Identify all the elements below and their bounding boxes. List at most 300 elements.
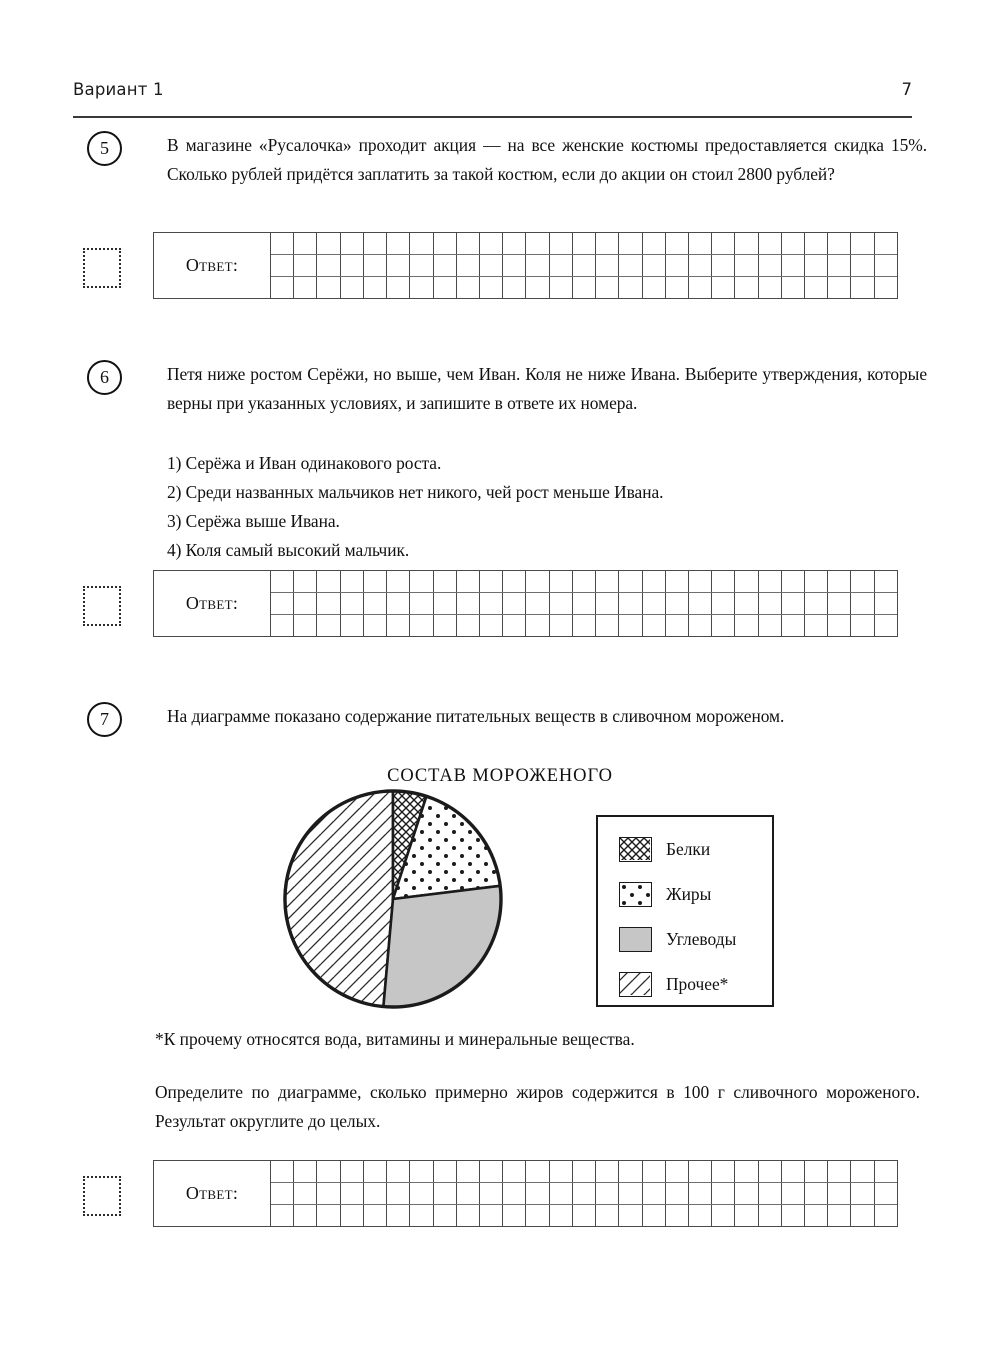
page-header: [73, 80, 912, 114]
answer-grid-cell[interactable]: [457, 593, 480, 614]
answer-grid-cell[interactable]: [526, 1161, 549, 1182]
answer-grid-cell[interactable]: [503, 233, 526, 254]
answer-grid-cell[interactable]: [828, 1161, 851, 1182]
answer-grid-cell[interactable]: [619, 1161, 642, 1182]
answer-grid-cell[interactable]: [828, 615, 851, 636]
answer-grid-cell[interactable]: [759, 255, 782, 276]
answer-grid-cell[interactable]: [782, 1161, 805, 1182]
task-6-number: 6: [87, 360, 122, 395]
answer-grid-cell[interactable]: [643, 233, 666, 254]
answer-grid-cell[interactable]: [689, 1161, 712, 1182]
answer-grid-cell[interactable]: [271, 615, 294, 636]
answer-grid-cell[interactable]: [735, 1205, 758, 1226]
answer-grid-cell[interactable]: [782, 1183, 805, 1204]
answer-grid-cell[interactable]: [689, 571, 712, 592]
answer-grid-cell[interactable]: [643, 1183, 666, 1204]
answer-grid-cell[interactable]: [712, 615, 735, 636]
answer-grid-cell[interactable]: [759, 615, 782, 636]
answer-grid-cell[interactable]: [294, 1183, 317, 1204]
answer-grid-cell[interactable]: [410, 255, 433, 276]
task-6-option-2: 2) Среди названных мальчиков нет никого, чей рост меньше Ивана.: [167, 482, 664, 502]
answer-grid-cell[interactable]: [503, 1183, 526, 1204]
answer-grid-cell[interactable]: [526, 255, 549, 276]
answer-grid-cell[interactable]: [480, 615, 503, 636]
answer-grid-cell[interactable]: [805, 1161, 828, 1182]
answer-grid-6[interactable]: [270, 571, 897, 636]
variant-title: Вариант 1: [73, 80, 164, 99]
answer-grid-cell[interactable]: [851, 1183, 874, 1204]
answer-grid-cell[interactable]: [619, 593, 642, 614]
answer-grid-cell[interactable]: [805, 571, 828, 592]
answer-grid-cell[interactable]: [666, 593, 689, 614]
answer-grid-cell[interactable]: [317, 233, 340, 254]
answer-grid-cell[interactable]: [596, 233, 619, 254]
answer-grid-cell[interactable]: [387, 255, 410, 276]
answer-grid-cell[interactable]: [503, 593, 526, 614]
answer-marker-box-6[interactable]: [83, 586, 121, 626]
answer-grid-cell[interactable]: [805, 277, 828, 298]
answer-grid-cell[interactable]: [735, 1183, 758, 1204]
answer-grid-cell[interactable]: [434, 277, 457, 298]
answer-box-5: [153, 232, 898, 299]
answer-grid-cell[interactable]: [271, 233, 294, 254]
answer-grid-cell[interactable]: [503, 1161, 526, 1182]
answer-grid-cell[interactable]: [387, 233, 410, 254]
legend-item-other: [619, 972, 728, 997]
page-number: 7: [901, 80, 912, 99]
answer-grid-cell[interactable]: [526, 277, 549, 298]
answer-grid-cell[interactable]: [341, 593, 364, 614]
answer-grid-cell[interactable]: [782, 233, 805, 254]
answer-grid-row: [271, 233, 897, 255]
answer-grid-cell[interactable]: [666, 255, 689, 276]
pie-slice-carbs: [383, 886, 501, 1007]
pie-chart-svg: [282, 788, 504, 1010]
legend-item-fats: [619, 882, 711, 907]
answer-grid-cell[interactable]: [782, 255, 805, 276]
answer-grid-cell[interactable]: [434, 233, 457, 254]
answer-grid-cell[interactable]: [271, 1161, 294, 1182]
task-7-question: Определите по диаграмме, сколько примерно жиров содержится в 100 г сливочного мороженого. Результат округлите до целых.: [155, 1082, 920, 1131]
answer-grid-cell[interactable]: [759, 233, 782, 254]
answer-label-7: Ответ:: [185, 1183, 239, 1203]
answer-grid-cell[interactable]: [364, 255, 387, 276]
answer-grid-cell[interactable]: [828, 233, 851, 254]
answer-grid-cell[interactable]: [712, 233, 735, 254]
answer-grid-cell[interactable]: [317, 277, 340, 298]
task-6-option-3: 3) Серёжа выше Ивана.: [167, 511, 340, 531]
answer-grid-cell[interactable]: [457, 615, 480, 636]
task-5-text: В магазине «Русалочка» проходит акция — на все женские костюмы предоставляется скидка 15%. Сколько рублей придётся заплатить за такой костюм, если до акции он стоил 2800 рублей?: [167, 135, 927, 184]
answer-grid-cell[interactable]: [735, 593, 758, 614]
answer-grid-cell[interactable]: [550, 571, 573, 592]
answer-grid-cell[interactable]: [619, 571, 642, 592]
answer-grid-cell[interactable]: [851, 255, 874, 276]
answer-grid-cell[interactable]: [875, 1205, 897, 1226]
answer-grid-cell[interactable]: [410, 571, 433, 592]
answer-grid-cell[interactable]: [550, 277, 573, 298]
answer-grid-cell[interactable]: [387, 571, 410, 592]
answer-grid-cell[interactable]: [851, 571, 874, 592]
answer-grid-cell[interactable]: [782, 615, 805, 636]
answer-grid-cell[interactable]: [503, 277, 526, 298]
answer-grid-cell[interactable]: [410, 615, 433, 636]
answer-grid-cell[interactable]: [271, 1183, 294, 1204]
task-5-number: 5: [87, 131, 122, 166]
answer-grid-cell[interactable]: [689, 255, 712, 276]
answer-grid-cell[interactable]: [666, 1161, 689, 1182]
answer-grid-cell[interactable]: [271, 255, 294, 276]
answer-grid-cell[interactable]: [805, 1183, 828, 1204]
answer-label-6: Ответ:: [185, 593, 239, 613]
answer-grid-cell[interactable]: [851, 233, 874, 254]
answer-grid-cell[interactable]: [666, 571, 689, 592]
answer-grid-cell[interactable]: [364, 233, 387, 254]
answer-label-5: Ответ:: [185, 255, 239, 275]
answer-grid-cell[interactable]: [457, 233, 480, 254]
answer-grid-5[interactable]: [270, 233, 897, 298]
answer-grid-cell[interactable]: [619, 1183, 642, 1204]
answer-grid-cell[interactable]: [410, 277, 433, 298]
answer-grid-cell[interactable]: [712, 593, 735, 614]
answer-grid-cell[interactable]: [619, 255, 642, 276]
answer-grid-cell[interactable]: [480, 1183, 503, 1204]
answer-grid-cell[interactable]: [573, 1161, 596, 1182]
answer-grid-cell[interactable]: [457, 1205, 480, 1226]
answer-grid-cell[interactable]: [434, 1183, 457, 1204]
answer-grid-cell[interactable]: [550, 1161, 573, 1182]
answer-grid-cell[interactable]: [294, 1161, 317, 1182]
answer-grid-cell[interactable]: [294, 233, 317, 254]
answer-grid-cell[interactable]: [712, 571, 735, 592]
answer-grid-cell[interactable]: [387, 1161, 410, 1182]
answer-grid-cell[interactable]: [364, 571, 387, 592]
answer-grid-cell[interactable]: [735, 277, 758, 298]
answer-grid-cell[interactable]: [317, 593, 340, 614]
answer-grid-cell[interactable]: [364, 615, 387, 636]
answer-grid-cell[interactable]: [596, 593, 619, 614]
answer-grid-cell[interactable]: [875, 593, 897, 614]
answer-grid-cell[interactable]: [480, 571, 503, 592]
answer-row-6: [0, 570, 1000, 640]
answer-grid-cell[interactable]: [434, 571, 457, 592]
answer-grid-cell[interactable]: [619, 615, 642, 636]
answer-grid-cell[interactable]: [712, 255, 735, 276]
answer-marker-box-5[interactable]: [83, 248, 121, 288]
answer-grid-cell[interactable]: [805, 233, 828, 254]
answer-grid-row: [271, 593, 897, 615]
answer-grid-cell[interactable]: [457, 277, 480, 298]
answer-grid-cell[interactable]: [364, 593, 387, 614]
answer-grid-cell[interactable]: [712, 1183, 735, 1204]
answer-grid-cell[interactable]: [410, 1205, 433, 1226]
task-7-text: На диаграмме показано содержание питательных веществ в сливочном мороженом.: [167, 706, 785, 726]
answer-grid-cell[interactable]: [410, 1183, 433, 1204]
chart-footnote: *К прочему относятся вода, витамины и минеральные вещества.: [155, 1029, 635, 1049]
answer-grid-cell[interactable]: [550, 233, 573, 254]
answer-grid-cell[interactable]: [666, 615, 689, 636]
answer-grid-cell[interactable]: [271, 593, 294, 614]
answer-grid-cell[interactable]: [596, 1205, 619, 1226]
legend-label-other: Прочее*: [666, 974, 729, 994]
answer-grid-cell[interactable]: [596, 277, 619, 298]
answer-grid-cell[interactable]: [387, 1183, 410, 1204]
answer-grid-cell[interactable]: [550, 255, 573, 276]
answer-grid-cell[interactable]: [526, 593, 549, 614]
answer-grid-cell[interactable]: [643, 255, 666, 276]
answer-grid-cell[interactable]: [317, 571, 340, 592]
answer-grid-row: [271, 615, 897, 636]
answer-grid-cell[interactable]: [735, 571, 758, 592]
chart-title: СОСТАВ МОРОЖЕНОГО: [387, 766, 613, 786]
chart-legend: [596, 815, 774, 1007]
answer-grid-cell[interactable]: [643, 593, 666, 614]
answer-grid-cell[interactable]: [666, 277, 689, 298]
answer-grid-cell[interactable]: [875, 571, 897, 592]
answer-grid-cell[interactable]: [596, 571, 619, 592]
answer-grid-cell[interactable]: [550, 1183, 573, 1204]
answer-grid-cell[interactable]: [434, 1161, 457, 1182]
answer-grid-cell[interactable]: [875, 233, 897, 254]
answer-grid-cell[interactable]: [341, 1205, 364, 1226]
answer-grid-cell[interactable]: [294, 593, 317, 614]
answer-grid-cell[interactable]: [573, 571, 596, 592]
answer-grid-cell[interactable]: [828, 1205, 851, 1226]
answer-row-7: [0, 1160, 1000, 1230]
answer-grid-cell[interactable]: [294, 255, 317, 276]
answer-grid-cell[interactable]: [759, 1205, 782, 1226]
answer-grid-cell[interactable]: [643, 615, 666, 636]
answer-grid-cell[interactable]: [782, 1205, 805, 1226]
answer-grid-cell[interactable]: [666, 1183, 689, 1204]
answer-grid-cell[interactable]: [735, 233, 758, 254]
answer-grid-cell[interactable]: [689, 593, 712, 614]
answer-box-7: [153, 1160, 898, 1227]
answer-grid-cell[interactable]: [410, 1161, 433, 1182]
answer-grid-cell[interactable]: [503, 1205, 526, 1226]
answer-grid-cell[interactable]: [526, 615, 549, 636]
answer-grid-cell[interactable]: [759, 277, 782, 298]
answer-marker-box-7[interactable]: [83, 1176, 121, 1216]
answer-grid-cell[interactable]: [271, 571, 294, 592]
legend-label-proteins: Белки: [666, 839, 711, 859]
answer-grid-cell[interactable]: [364, 1161, 387, 1182]
answer-grid-cell[interactable]: [294, 615, 317, 636]
legend-label-fats: Жиры: [666, 884, 712, 904]
answer-grid-cell[interactable]: [434, 615, 457, 636]
answer-grid-cell[interactable]: [851, 1161, 874, 1182]
answer-grid-cell[interactable]: [480, 233, 503, 254]
answer-grid-cell[interactable]: [503, 255, 526, 276]
answer-grid-cell[interactable]: [851, 277, 874, 298]
answer-grid-cell[interactable]: [294, 277, 317, 298]
answer-grid-cell[interactable]: [457, 571, 480, 592]
answer-grid-cell[interactable]: [782, 277, 805, 298]
answer-grid-row: [271, 1161, 897, 1183]
answer-grid-cell[interactable]: [596, 615, 619, 636]
answer-grid-cell[interactable]: [828, 277, 851, 298]
answer-grid-cell[interactable]: [317, 255, 340, 276]
answer-grid-cell[interactable]: [851, 593, 874, 614]
answer-grid-cell[interactable]: [712, 1161, 735, 1182]
answer-grid-cell[interactable]: [317, 1205, 340, 1226]
legend-item-carbs: [619, 927, 736, 952]
answer-grid-cell[interactable]: [434, 255, 457, 276]
answer-grid-cell[interactable]: [294, 1205, 317, 1226]
answer-grid-cell[interactable]: [735, 615, 758, 636]
answer-grid-cell[interactable]: [689, 615, 712, 636]
answer-grid-cell[interactable]: [851, 615, 874, 636]
legend-swatch-carbs: [619, 927, 652, 952]
answer-grid-cell[interactable]: [875, 1183, 897, 1204]
answer-grid-7[interactable]: [270, 1161, 897, 1226]
answer-grid-cell[interactable]: [596, 1183, 619, 1204]
answer-grid-cell[interactable]: [875, 255, 897, 276]
answer-grid-cell[interactable]: [457, 1161, 480, 1182]
answer-grid-cell[interactable]: [643, 277, 666, 298]
answer-grid-cell[interactable]: [317, 615, 340, 636]
answer-grid-cell[interactable]: [643, 1161, 666, 1182]
answer-grid-cell[interactable]: [271, 1205, 294, 1226]
answer-grid-cell[interactable]: [689, 277, 712, 298]
answer-grid-cell[interactable]: [387, 1205, 410, 1226]
answer-grid-cell[interactable]: [480, 593, 503, 614]
legend-label-carbs: Углеводы: [666, 929, 737, 949]
answer-grid-cell[interactable]: [643, 571, 666, 592]
answer-grid-cell[interactable]: [828, 571, 851, 592]
answer-grid-cell[interactable]: [712, 277, 735, 298]
answer-grid-cell[interactable]: [805, 255, 828, 276]
answer-grid-cell[interactable]: [573, 1205, 596, 1226]
answer-grid-cell[interactable]: [341, 1183, 364, 1204]
answer-row-5: [0, 232, 1000, 302]
answer-grid-cell[interactable]: [735, 1161, 758, 1182]
answer-grid-cell[interactable]: [526, 1205, 549, 1226]
answer-grid-cell[interactable]: [480, 1205, 503, 1226]
answer-grid-cell[interactable]: [735, 255, 758, 276]
answer-grid-cell[interactable]: [759, 1183, 782, 1204]
answer-grid-cell[interactable]: [341, 615, 364, 636]
answer-grid-cell[interactable]: [364, 1205, 387, 1226]
answer-grid-cell[interactable]: [573, 615, 596, 636]
answer-grid-cell[interactable]: [550, 593, 573, 614]
answer-grid-cell[interactable]: [294, 571, 317, 592]
answer-grid-cell[interactable]: [271, 277, 294, 298]
answer-grid-cell[interactable]: [689, 1205, 712, 1226]
answer-grid-cell[interactable]: [410, 233, 433, 254]
answer-grid-cell[interactable]: [805, 1205, 828, 1226]
answer-grid-cell[interactable]: [526, 233, 549, 254]
answer-grid-cell[interactable]: [434, 593, 457, 614]
answer-grid-cell[interactable]: [387, 593, 410, 614]
answer-grid-cell[interactable]: [759, 1161, 782, 1182]
answer-box-6: [153, 570, 898, 637]
answer-grid-cell[interactable]: [341, 233, 364, 254]
legend-swatch-fats: [619, 882, 652, 907]
header-divider: [73, 116, 912, 118]
answer-grid-row: [271, 277, 897, 298]
answer-grid-cell[interactable]: [666, 1205, 689, 1226]
answer-grid-cell[interactable]: [341, 1161, 364, 1182]
answer-grid-cell[interactable]: [573, 1183, 596, 1204]
answer-grid-cell[interactable]: [596, 1161, 619, 1182]
legend-swatch-other: [619, 972, 652, 997]
answer-grid-cell[interactable]: [828, 255, 851, 276]
answer-grid-cell[interactable]: [457, 1183, 480, 1204]
answer-grid-cell[interactable]: [317, 1183, 340, 1204]
answer-grid-cell[interactable]: [619, 233, 642, 254]
task-6-options: [167, 449, 927, 565]
answer-grid-cell[interactable]: [689, 1183, 712, 1204]
task-6-option-1: 1) Серёжа и Иван одинакового роста.: [167, 453, 442, 473]
answer-grid-cell[interactable]: [759, 571, 782, 592]
answer-grid-cell[interactable]: [712, 1205, 735, 1226]
answer-grid-cell[interactable]: [503, 615, 526, 636]
answer-grid-cell[interactable]: [643, 1205, 666, 1226]
answer-grid-cell[interactable]: [573, 233, 596, 254]
answer-grid-row: [271, 255, 897, 277]
answer-grid-cell[interactable]: [596, 255, 619, 276]
answer-grid-cell[interactable]: [851, 1205, 874, 1226]
answer-grid-cell[interactable]: [550, 1205, 573, 1226]
answer-grid-cell[interactable]: [526, 571, 549, 592]
answer-grid-cell[interactable]: [759, 593, 782, 614]
pie-slice-other: [285, 791, 393, 1007]
answer-grid-cell[interactable]: [341, 571, 364, 592]
answer-grid-cell[interactable]: [526, 1183, 549, 1204]
answer-grid-cell[interactable]: [689, 233, 712, 254]
answer-grid-cell[interactable]: [782, 593, 805, 614]
answer-grid-cell[interactable]: [410, 593, 433, 614]
task-6-option-4: 4) Коля самый высокий мальчик.: [167, 540, 410, 560]
answer-grid-cell[interactable]: [387, 615, 410, 636]
answer-grid-cell[interactable]: [434, 1205, 457, 1226]
answer-grid-cell[interactable]: [341, 277, 364, 298]
legend-item-proteins: [619, 837, 710, 862]
task-7-number: 7: [87, 702, 122, 737]
answer-grid-cell[interactable]: [364, 1183, 387, 1204]
answer-grid-row: [271, 571, 897, 593]
answer-grid-cell[interactable]: [666, 233, 689, 254]
answer-grid-cell[interactable]: [619, 277, 642, 298]
answer-grid-cell[interactable]: [480, 1161, 503, 1182]
answer-grid-cell[interactable]: [341, 255, 364, 276]
answer-grid-cell[interactable]: [619, 1205, 642, 1226]
answer-grid-cell[interactable]: [550, 615, 573, 636]
answer-grid-cell[interactable]: [573, 277, 596, 298]
answer-grid-cell[interactable]: [782, 571, 805, 592]
answer-grid-cell[interactable]: [503, 571, 526, 592]
answer-grid-cell[interactable]: [828, 1183, 851, 1204]
answer-grid-row: [271, 1183, 897, 1205]
answer-grid-cell[interactable]: [805, 593, 828, 614]
answer-grid-cell[interactable]: [364, 277, 387, 298]
answer-grid-cell[interactable]: [573, 593, 596, 614]
answer-grid-cell[interactable]: [387, 277, 410, 298]
answer-grid-cell[interactable]: [805, 615, 828, 636]
answer-grid-cell[interactable]: [875, 277, 897, 298]
answer-grid-cell[interactable]: [480, 255, 503, 276]
answer-grid-cell[interactable]: [457, 255, 480, 276]
task-6-text: Петя ниже ростом Серёжи, но выше, чем Иван. Коля не ниже Ивана. Выберите утверждения, которые верны при указанных условиях, и запишите в ответе их номера.: [167, 364, 927, 413]
answer-grid-cell[interactable]: [875, 615, 897, 636]
answer-grid-cell[interactable]: [573, 255, 596, 276]
answer-grid-row: [271, 1205, 897, 1226]
answer-grid-cell[interactable]: [317, 1161, 340, 1182]
answer-grid-cell[interactable]: [480, 277, 503, 298]
answer-grid-cell[interactable]: [875, 1161, 897, 1182]
answer-grid-cell[interactable]: [828, 593, 851, 614]
